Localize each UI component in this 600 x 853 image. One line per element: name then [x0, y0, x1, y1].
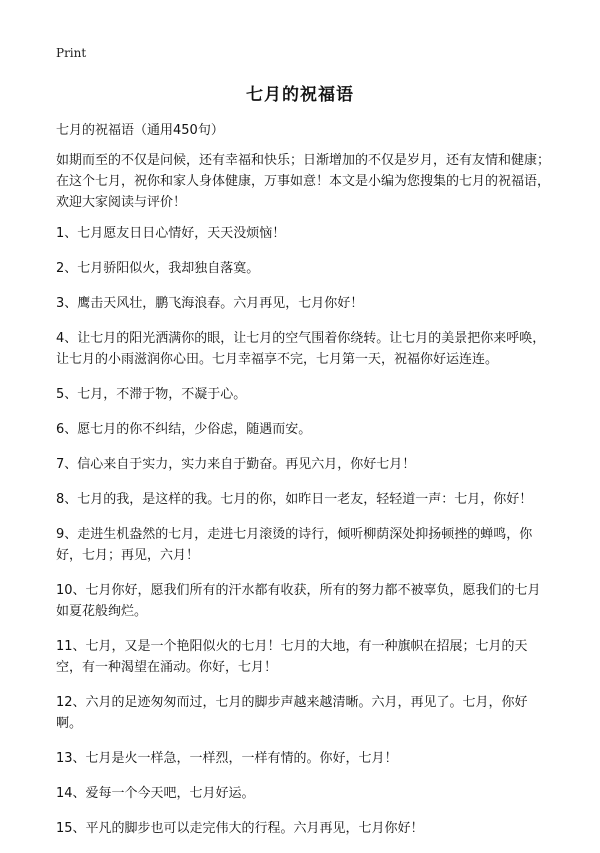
blessing-item-5: 5、七月，不滞于物，不凝于心。 [56, 387, 247, 402]
blessing-item-7: 7、信心来自于实力，实力来自于勤奋。再见六月，你好七月！ [56, 457, 416, 472]
blessing-item-13: 13、七月是火一样急，一样烈，一样有情的。你好，七月！ [56, 751, 398, 766]
blessing-item-11: 11、七月，又是一个艳阳似火的七月！七月的大地，有一种旗帜在招展；七月的天空，有一种渴望在涌动。你好，七月！ [56, 639, 528, 675]
blessing-item-12: 12、六月的足迹匆匆而过，七月的脚步声越来越清晰。六月，再见了。七月，你好啊。 [56, 695, 528, 731]
blessing-item-1: 1、七月愿友日日心情好，天天没烦恼！ [56, 226, 286, 241]
blessing-item-6: 6、愿七月的你不纠结，少俗虑，随遇而安。 [56, 422, 312, 437]
blessing-item-15: 15、平凡的脚步也可以走完伟大的行程。六月再见，七月你好！ [56, 821, 424, 836]
article-subtitle: 七月的祝福语（通用450句） [56, 123, 224, 138]
blessing-item-8: 8、七月的我，是这样的我。七月的你，如昨日一老友，轻轻道一声：七月，你好！ [56, 492, 533, 507]
article-body [56, 120, 552, 853]
print-label: Print [56, 46, 87, 60]
blessing-item-4: 4、让七月的阳光洒满你的眼，让七月的空气围着你绕转。让七月的美景把你来呼唤，让七月的小雨滋润你心田。七月幸福享不完，七月第一天，祝福你好运连连。 [56, 331, 546, 367]
blessing-item-9: 9、走进生机盎然的七月，走进七月滚烫的诗行，倾听柳荫深处抑扬顿挫的蝉鸣，你好，七月；再见，六月！ [56, 527, 533, 563]
blessing-item-3: 3、鹰击天风壮，鹏飞海浪春。六月再见，七月你好！ [56, 296, 364, 311]
intro-paragraph: 如期而至的不仅是问候，还有幸福和快乐；日渐增加的不仅是岁月，还有友情和健康；在这个七月，祝你和家人身体健康，万事如意！本文是小编为您搜集的七月的祝福语，欢迎大家阅读与评价！ [56, 153, 551, 210]
blessing-item-10: 10、七月你好，愿我们所有的汗水都有收获，所有的努力都不被辜负，愿我们的七月如夏花般绚烂。 [56, 583, 541, 619]
blessing-item-2: 2、七月骄阳似火，我却独自落寞。 [56, 261, 260, 276]
blessing-item-14: 14、爱每一个今天吧，七月好运。 [56, 786, 255, 801]
page-title: 七月的祝福语 [246, 85, 354, 105]
